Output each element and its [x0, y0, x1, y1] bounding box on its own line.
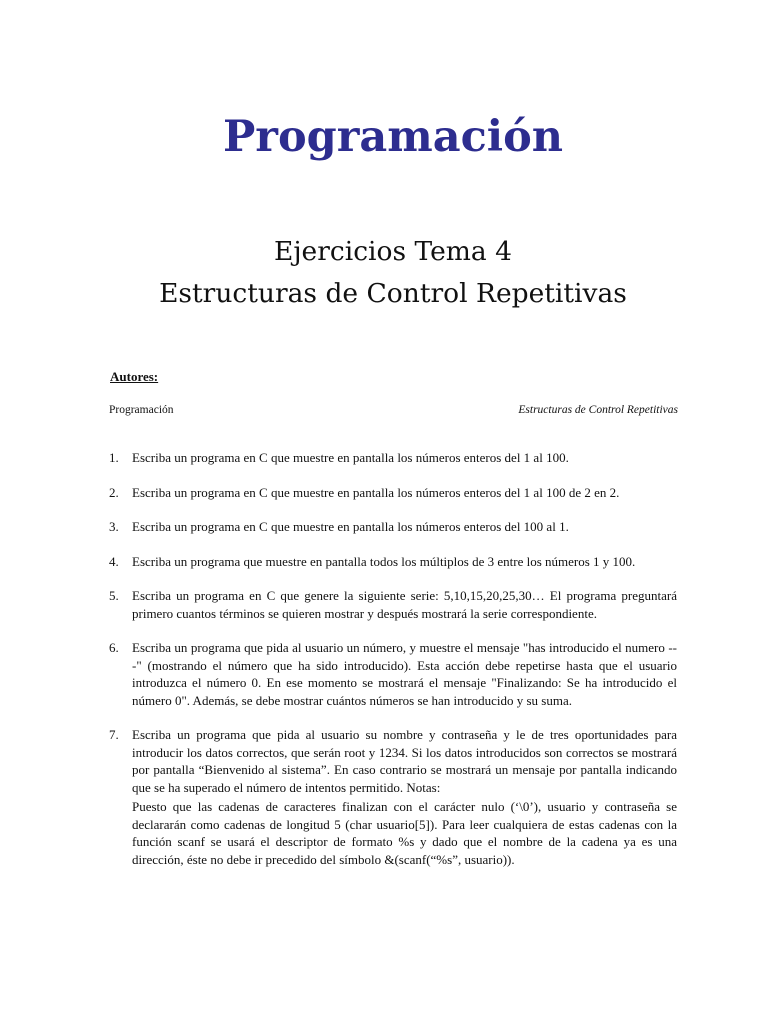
exercise-number: 4. [109, 553, 119, 569]
exercise-text: Escriba un programa en C que genere la siguiente serie: 5,10,15,20,25,30… El programa preguntará primero cuantos términos se quieren mostrar y después mostrará la serie correspondiente. [132, 588, 677, 621]
exercise-number: 1. [109, 450, 119, 465]
exercise-text: Escriba un programa en C que muestre en pantalla los números enteros del 1 al 100 de 2 en 2. [132, 484, 620, 500]
exercise-note: Puesto que las cadenas de caracteres finalizan con el carácter nulo (‘\0’), usuario y contraseña se declararán como cadenas de longitud 5 (char usuario[5]). Para leer cualquiera de estas cadenas con la función scanf se usará el descriptor de formato %s y dado que el nombre de la cadena ya es una dirección, éste no debe ir precedido del símbolo &(scanf(“%s”, usuario)). [132, 799, 677, 867]
exercise-text: Escriba un programa que muestre en pantalla todos los múltiplos de 3 entre los números 1 y 100. [132, 553, 636, 569]
exercise-text: Escriba un programa en C que muestre en pantalla los números enteros del 100 al 1. [132, 519, 569, 534]
exercise-number: 2. [109, 484, 119, 500]
exercise-number: 5. [109, 588, 119, 603]
exercise-number: 3. [109, 519, 119, 534]
authors-label: Autores: [110, 369, 159, 384]
exercise-item [109, 726, 677, 868]
exercise-number: 6. [109, 640, 119, 655]
document-title: Programación [222, 112, 564, 162]
exercise-item [109, 449, 677, 467]
exercise-item [109, 639, 677, 709]
running-header-right: Estructuras de Control Repetitivas [518, 404, 678, 416]
exercise-text: Escriba un programa que pida al usuario su nombre y contraseña y le de tres oportunidades para introducir los datos correctos, que serán root y 1234. Si los datos introducidos son correctos se mostrará por pantalla “Bienvenido al sistema”. En caso contrario se mostrará un mensaje por pantalla indicando que se ha superado el número de intentos permitido. Notas: [132, 727, 677, 795]
exercise-item [109, 518, 677, 536]
document-subtitle-line1: Ejercicios Tema 4 [273, 236, 513, 267]
exercise-item [109, 587, 677, 622]
exercise-item [109, 553, 677, 571]
exercise-text: Escriba un programa que pida al usuario un número, y muestre el mensaje "has introducido el numero ---" (mostrando el número que ha sido introducido). Esta acción debe repetirse hasta que el usuario introduzca el número 0. En ese momento se mostrará el mensaje "Finalizando: Se ha introducido el número 0". Además, se debe mostrar cuántos números se han introducido y su suma. [132, 640, 677, 708]
document-subtitle-line2: Estructuras de Control Repetitivas [159, 278, 627, 309]
running-header-left: Programación [109, 404, 174, 416]
exercise-number: 7. [109, 727, 119, 742]
exercise-text: Escriba un programa en C que muestre en pantalla los números enteros del 1 al 100. [132, 450, 569, 465]
exercise-item [109, 484, 677, 502]
exercise-list [109, 449, 677, 868]
